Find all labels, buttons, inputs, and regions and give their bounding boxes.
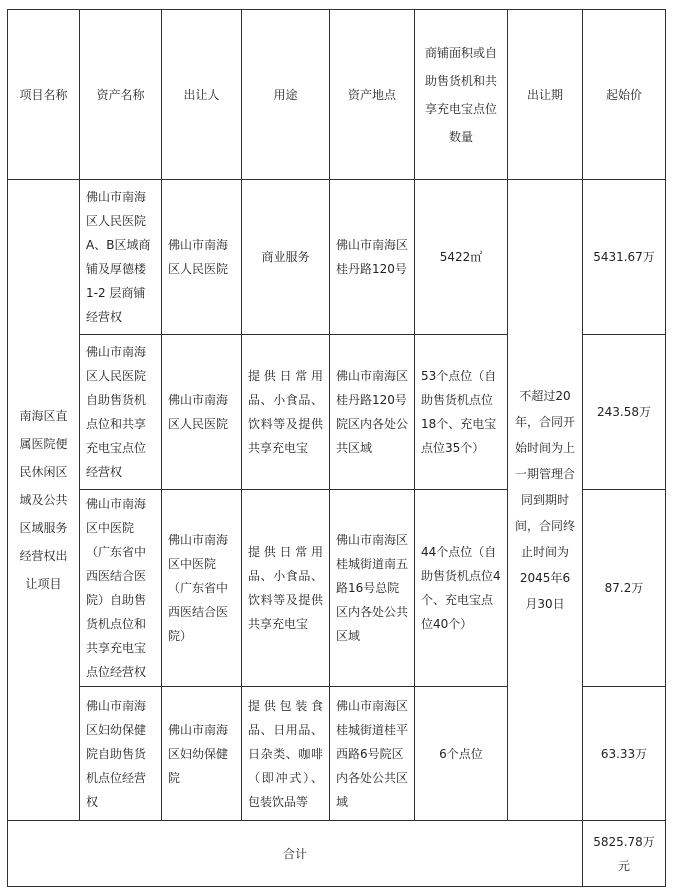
location-cell: 佛山市南海区桂城街道桂平西路6号院区内各处公共区域 <box>330 687 415 821</box>
grantor-cell: 佛山市南海区中医院（广东省中西医结合医院） <box>162 490 242 687</box>
header-start-price: 起始价 <box>583 10 666 180</box>
total-value: 5825.78万元 <box>583 821 666 887</box>
price-cell: 63.33万 <box>583 687 666 821</box>
asset-transfer-table <box>7 9 666 887</box>
location-cell: 佛山市南海区桂城街道南五路16号总院区内各处公共区域 <box>330 490 415 687</box>
header-usage: 用途 <box>242 10 330 180</box>
quantity-cell: 5422㎡ <box>415 180 508 335</box>
usage-cell: 提供包装食品、日用品、日杂类、咖啡（即冲式）、包装饮品等 <box>242 687 330 821</box>
asset-name-cell: 佛山市南海区妇幼保健院自助售货机点位经营权 <box>80 687 162 821</box>
grantor-cell: 佛山市南海区妇幼保健院 <box>162 687 242 821</box>
grantor-cell: 佛山市南海区人民医院 <box>162 335 242 490</box>
price-cell: 87.2万 <box>583 490 666 687</box>
header-project-name: 项目名称 <box>8 10 80 180</box>
grantor-cell: 佛山市南海区人民医院 <box>162 180 242 335</box>
asset-name-cell: 佛山市南海区中医院（广东省中西医结合医院）自助售货机点位和共享充电宝点位经营权 <box>80 490 162 687</box>
total-label: 合计 <box>8 821 583 887</box>
project-name-cell: 南海区直属医院便民休闲区域及公共区域服务经营权出让项目 <box>8 180 80 821</box>
period-cell: 不超过20年，合同开始时间为上一期管理合同到期时间，合同终止时间为2045年6月30日 <box>508 180 583 821</box>
header-period: 出让期 <box>508 10 583 180</box>
asset-name-cell: 佛山市南海区人民医院自助售货机点位和共享充电宝点位经营权 <box>80 335 162 490</box>
quantity-cell: 53个点位（自助售货机点位18个、充电宝点位35个） <box>415 335 508 490</box>
header-asset-name: 资产名称 <box>80 10 162 180</box>
usage-cell: 提供日常用品、小食品、饮料等及提供共享充电宝 <box>242 335 330 490</box>
price-cell: 243.58万 <box>583 335 666 490</box>
price-cell: 5431.67万 <box>583 180 666 335</box>
header-quantity: 商铺面积或自助售货机和共享充电宝点位数量 <box>415 10 508 180</box>
usage-cell: 提供日常用品、小食品、饮料等及提供共享充电宝 <box>242 490 330 687</box>
asset-name-cell: 佛山市南海区人民医院A、B区域商铺及厚德楼1-2 层商铺经营权 <box>80 180 162 335</box>
quantity-cell: 6个点位 <box>415 687 508 821</box>
location-cell: 佛山市南海区桂丹路120号 <box>330 180 415 335</box>
location-cell: 佛山市南海区桂丹路120号院区内各处公共区域 <box>330 335 415 490</box>
header-grantor: 出让人 <box>162 10 242 180</box>
quantity-cell: 44个点位（自助售货机点位4个、充电宝点位40个） <box>415 490 508 687</box>
table-row <box>8 180 666 335</box>
header-location: 资产地点 <box>330 10 415 180</box>
total-row <box>8 821 666 887</box>
table-header-row <box>8 10 666 180</box>
usage-cell: 商业服务 <box>242 180 330 335</box>
